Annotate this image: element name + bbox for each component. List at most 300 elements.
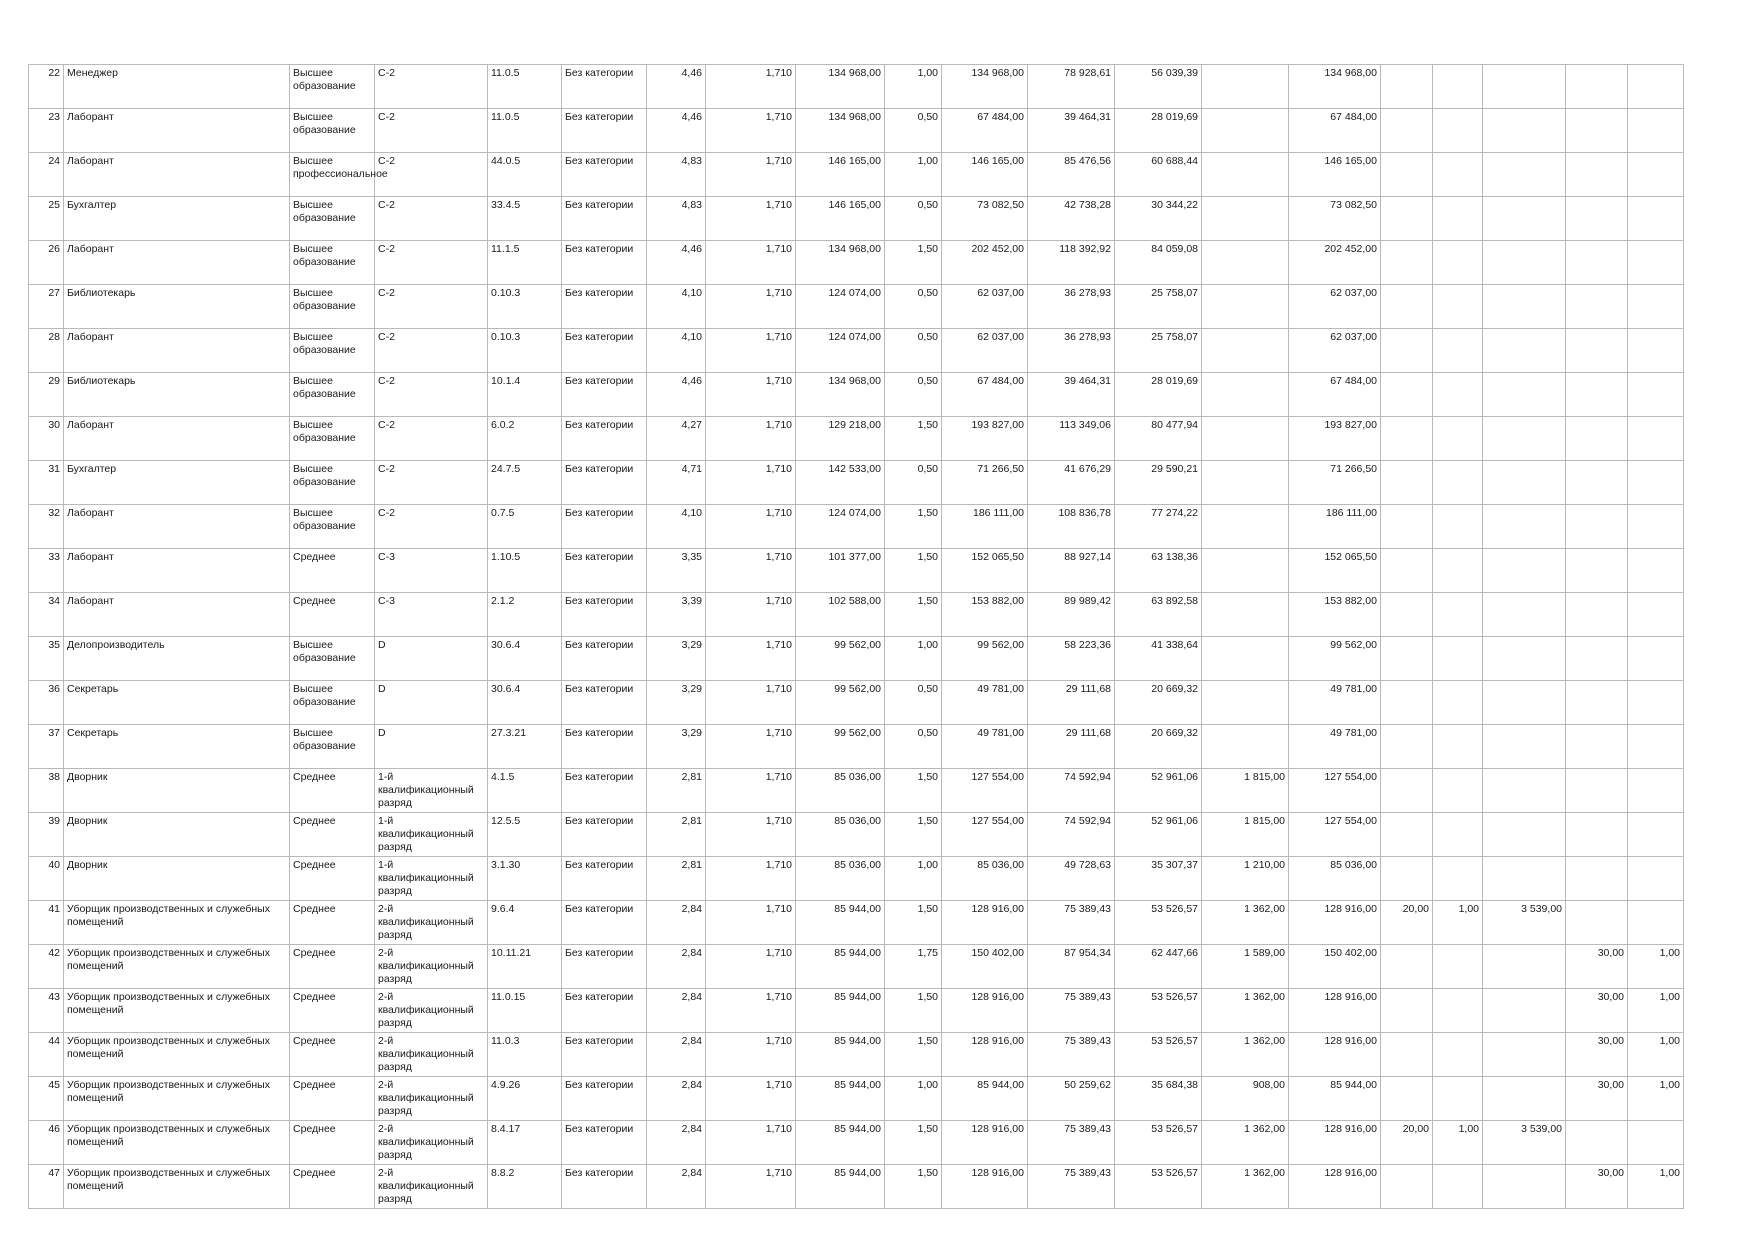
cell-funding-part-1: 41 676,29 [1028,461,1115,505]
cell-salary-total: 150 402,00 [942,945,1028,989]
cell-qualification-group: C-2 [375,109,488,153]
cell-extra-rate [1433,1033,1483,1077]
cell-extra-sum [1483,681,1566,725]
cell-experience: 30.6.4 [488,681,562,725]
cell-bonus-rate [1628,725,1684,769]
cell-ratio: 1,710 [706,1077,796,1121]
table-row [29,197,1684,241]
cell-bonus-percent [1566,725,1628,769]
cell-education: Среднее [290,1121,375,1165]
cell-row-number: 37 [29,725,64,769]
cell-allowance [1202,285,1289,329]
cell-allowance [1202,329,1289,373]
table-row [29,1165,1684,1209]
cell-position: Уборщик производственных и служебных помещений [64,989,290,1033]
cell-position: Лаборант [64,505,290,549]
cell-base-salary: 99 562,00 [796,725,885,769]
cell-coefficient: 2,84 [647,989,706,1033]
cell-coefficient: 2,84 [647,901,706,945]
cell-allowance: 908,00 [1202,1077,1289,1121]
cell-rate: 0,50 [885,285,942,329]
cell-bonus-percent: 30,00 [1566,1077,1628,1121]
cell-category: Без категории [562,989,647,1033]
cell-ratio: 1,710 [706,549,796,593]
cell-extra-sum [1483,1033,1566,1077]
cell-category: Без категории [562,197,647,241]
cell-bonus-percent [1566,1121,1628,1165]
cell-extra-rate [1433,285,1483,329]
cell-salary-total: 128 916,00 [942,1165,1028,1209]
cell-experience: 11.0.15 [488,989,562,1033]
cell-rate: 1,00 [885,637,942,681]
cell-funding-part-1: 87 954,34 [1028,945,1115,989]
cell-extra-sum [1483,725,1566,769]
cell-bonus-rate [1628,769,1684,813]
cell-bonus-rate: 1,00 [1628,989,1684,1033]
cell-category: Без категории [562,1121,647,1165]
cell-ratio: 1,710 [706,505,796,549]
cell-bonus-rate [1628,593,1684,637]
cell-extra-rate: 1,00 [1433,1121,1483,1165]
cell-rate: 1,50 [885,769,942,813]
cell-row-number: 36 [29,681,64,725]
cell-category: Без категории [562,153,647,197]
cell-row-number: 45 [29,1077,64,1121]
cell-extra-sum [1483,1077,1566,1121]
cell-extra-rate [1433,241,1483,285]
cell-extra-percent [1381,549,1433,593]
cell-qualification-group: C-2 [375,329,488,373]
cell-total-payroll: 73 082,50 [1289,197,1381,241]
cell-bonus-percent [1566,109,1628,153]
cell-bonus-rate [1628,417,1684,461]
cell-funding-part-2: 53 526,57 [1115,1121,1202,1165]
cell-funding-part-2: 25 758,07 [1115,285,1202,329]
cell-funding-part-2: 63 138,36 [1115,549,1202,593]
cell-total-payroll: 67 484,00 [1289,373,1381,417]
cell-experience: 11.0.3 [488,1033,562,1077]
cell-position: Делопроизводитель [64,637,290,681]
cell-total-payroll: 153 882,00 [1289,593,1381,637]
cell-bonus-percent [1566,417,1628,461]
cell-row-number: 38 [29,769,64,813]
cell-ratio: 1,710 [706,329,796,373]
cell-category: Без категории [562,109,647,153]
cell-education: Среднее [290,813,375,857]
cell-extra-rate: 1,00 [1433,901,1483,945]
cell-base-salary: 99 562,00 [796,681,885,725]
cell-bonus-percent: 30,00 [1566,1165,1628,1209]
cell-bonus-rate [1628,857,1684,901]
cell-row-number: 24 [29,153,64,197]
cell-base-salary: 146 165,00 [796,197,885,241]
cell-extra-sum [1483,857,1566,901]
cell-rate: 1,50 [885,1165,942,1209]
cell-education: Высшее образование [290,461,375,505]
cell-allowance [1202,241,1289,285]
table-row [29,593,1684,637]
cell-bonus-percent [1566,637,1628,681]
cell-extra-percent [1381,1077,1433,1121]
cell-ratio: 1,710 [706,153,796,197]
cell-extra-percent [1381,1033,1433,1077]
cell-experience: 11.1.5 [488,241,562,285]
cell-row-number: 30 [29,417,64,461]
table-row [29,857,1684,901]
cell-position: Уборщик производственных и служебных помещений [64,945,290,989]
cell-funding-part-1: 29 111,68 [1028,725,1115,769]
cell-total-payroll: 85 944,00 [1289,1077,1381,1121]
cell-experience: 0.7.5 [488,505,562,549]
cell-bonus-percent [1566,285,1628,329]
cell-funding-part-2: 53 526,57 [1115,1033,1202,1077]
cell-category: Без категории [562,549,647,593]
cell-qualification-group: 2-й квалификационный разряд [375,901,488,945]
table-row [29,681,1684,725]
cell-allowance: 1 589,00 [1202,945,1289,989]
cell-extra-rate [1433,417,1483,461]
cell-qualification-group: C-2 [375,153,488,197]
cell-qualification-group: 2-й квалификационный разряд [375,989,488,1033]
cell-education: Высшее образование [290,681,375,725]
cell-extra-sum [1483,813,1566,857]
cell-extra-percent [1381,65,1433,109]
cell-total-payroll: 62 037,00 [1289,329,1381,373]
cell-coefficient: 4,71 [647,461,706,505]
cell-base-salary: 124 074,00 [796,329,885,373]
cell-funding-part-1: 74 592,94 [1028,813,1115,857]
cell-extra-percent: 20,00 [1381,1121,1433,1165]
cell-rate: 0,50 [885,373,942,417]
cell-total-payroll: 71 266,50 [1289,461,1381,505]
cell-allowance: 1 362,00 [1202,989,1289,1033]
cell-rate: 1,00 [885,153,942,197]
cell-rate: 1,50 [885,505,942,549]
cell-total-payroll: 49 781,00 [1289,725,1381,769]
cell-coefficient: 2,84 [647,1033,706,1077]
cell-salary-total: 128 916,00 [942,989,1028,1033]
cell-ratio: 1,710 [706,769,796,813]
cell-row-number: 39 [29,813,64,857]
cell-position: Лаборант [64,593,290,637]
cell-bonus-percent [1566,461,1628,505]
cell-position: Лаборант [64,329,290,373]
cell-extra-percent [1381,241,1433,285]
cell-extra-sum [1483,153,1566,197]
cell-bonus-percent [1566,65,1628,109]
cell-extra-sum [1483,285,1566,329]
cell-salary-total: 193 827,00 [942,417,1028,461]
cell-row-number: 44 [29,1033,64,1077]
cell-bonus-percent: 30,00 [1566,989,1628,1033]
cell-extra-sum [1483,637,1566,681]
cell-bonus-percent [1566,329,1628,373]
cell-extra-rate [1433,769,1483,813]
cell-coefficient: 4,27 [647,417,706,461]
cell-ratio: 1,710 [706,813,796,857]
cell-funding-part-2: 60 688,44 [1115,153,1202,197]
table-row [29,989,1684,1033]
cell-experience: 11.0.5 [488,109,562,153]
cell-ratio: 1,710 [706,1121,796,1165]
cell-row-number: 31 [29,461,64,505]
cell-experience: 2.1.2 [488,593,562,637]
cell-education: Среднее [290,945,375,989]
cell-total-payroll: 128 916,00 [1289,989,1381,1033]
cell-salary-total: 134 968,00 [942,65,1028,109]
cell-total-payroll: 193 827,00 [1289,417,1381,461]
cell-rate: 1,00 [885,1077,942,1121]
cell-funding-part-1: 39 464,31 [1028,109,1115,153]
cell-bonus-rate [1628,1121,1684,1165]
cell-extra-rate [1433,945,1483,989]
cell-bonus-rate [1628,505,1684,549]
cell-coefficient: 2,84 [647,1077,706,1121]
cell-extra-rate [1433,725,1483,769]
cell-category: Без категории [562,637,647,681]
cell-funding-part-2: 62 447,66 [1115,945,1202,989]
cell-category: Без категории [562,461,647,505]
cell-bonus-rate [1628,241,1684,285]
cell-category: Без категории [562,505,647,549]
table-row [29,285,1684,329]
cell-category: Без категории [562,769,647,813]
cell-base-salary: 134 968,00 [796,241,885,285]
cell-rate: 1,50 [885,417,942,461]
cell-extra-percent [1381,593,1433,637]
cell-extra-rate [1433,461,1483,505]
cell-row-number: 33 [29,549,64,593]
cell-allowance [1202,637,1289,681]
cell-qualification-group: D [375,725,488,769]
cell-allowance: 1 362,00 [1202,901,1289,945]
cell-extra-rate [1433,857,1483,901]
cell-allowance [1202,153,1289,197]
cell-coefficient: 3,39 [647,593,706,637]
table-row [29,1033,1684,1077]
table-row [29,549,1684,593]
cell-funding-part-1: 75 389,43 [1028,901,1115,945]
cell-extra-sum [1483,505,1566,549]
cell-bonus-percent [1566,241,1628,285]
cell-salary-total: 202 452,00 [942,241,1028,285]
table-row [29,505,1684,549]
cell-experience: 3.1.30 [488,857,562,901]
cell-extra-rate [1433,637,1483,681]
cell-ratio: 1,710 [706,197,796,241]
cell-salary-total: 85 036,00 [942,857,1028,901]
cell-position: Бухгалтер [64,461,290,505]
cell-extra-rate [1433,1077,1483,1121]
cell-total-payroll: 128 916,00 [1289,1165,1381,1209]
cell-salary-total: 127 554,00 [942,769,1028,813]
cell-category: Без категории [562,945,647,989]
cell-bonus-percent [1566,857,1628,901]
cell-coefficient: 3,29 [647,725,706,769]
cell-bonus-rate [1628,329,1684,373]
cell-ratio: 1,710 [706,373,796,417]
cell-extra-percent [1381,813,1433,857]
table-row [29,241,1684,285]
cell-bonus-rate [1628,901,1684,945]
cell-funding-part-2: 20 669,32 [1115,681,1202,725]
cell-row-number: 47 [29,1165,64,1209]
cell-base-salary: 124 074,00 [796,285,885,329]
cell-funding-part-2: 53 526,57 [1115,901,1202,945]
cell-rate: 0,50 [885,681,942,725]
cell-row-number: 43 [29,989,64,1033]
cell-bonus-percent [1566,769,1628,813]
cell-position: Секретарь [64,725,290,769]
cell-experience: 12.5.5 [488,813,562,857]
cell-education: Высшее образование [290,285,375,329]
cell-funding-part-2: 77 274,22 [1115,505,1202,549]
cell-extra-percent [1381,505,1433,549]
cell-extra-sum [1483,241,1566,285]
cell-total-payroll: 152 065,50 [1289,549,1381,593]
cell-extra-percent [1381,153,1433,197]
cell-salary-total: 127 554,00 [942,813,1028,857]
cell-row-number: 35 [29,637,64,681]
cell-total-payroll: 67 484,00 [1289,109,1381,153]
cell-experience: 11.0.5 [488,65,562,109]
cell-salary-total: 128 916,00 [942,1121,1028,1165]
cell-category: Без категории [562,1077,647,1121]
cell-bonus-percent [1566,197,1628,241]
cell-base-salary: 124 074,00 [796,505,885,549]
cell-position: Библиотекарь [64,285,290,329]
cell-total-payroll: 134 968,00 [1289,65,1381,109]
cell-category: Без категории [562,373,647,417]
cell-coefficient: 3,35 [647,549,706,593]
cell-extra-rate [1433,1165,1483,1209]
cell-ratio: 1,710 [706,945,796,989]
cell-base-salary: 85 036,00 [796,857,885,901]
cell-funding-part-1: 89 989,42 [1028,593,1115,637]
cell-coefficient: 4,83 [647,197,706,241]
cell-bonus-rate [1628,373,1684,417]
cell-extra-percent [1381,681,1433,725]
cell-extra-sum [1483,1165,1566,1209]
cell-extra-sum [1483,109,1566,153]
cell-funding-part-2: 52 961,06 [1115,813,1202,857]
cell-base-salary: 101 377,00 [796,549,885,593]
cell-bonus-percent [1566,153,1628,197]
cell-extra-rate [1433,505,1483,549]
cell-extra-rate [1433,989,1483,1033]
cell-qualification-group: 2-й квалификационный разряд [375,1165,488,1209]
cell-extra-sum [1483,373,1566,417]
cell-total-payroll: 128 916,00 [1289,1121,1381,1165]
cell-salary-total: 85 944,00 [942,1077,1028,1121]
cell-row-number: 26 [29,241,64,285]
cell-qualification-group: C-2 [375,285,488,329]
cell-coefficient: 2,81 [647,857,706,901]
cell-position: Лаборант [64,241,290,285]
cell-qualification-group: C-2 [375,197,488,241]
cell-extra-sum [1483,593,1566,637]
cell-position: Лаборант [64,549,290,593]
cell-funding-part-1: 42 738,28 [1028,197,1115,241]
cell-ratio: 1,710 [706,1165,796,1209]
cell-qualification-group: 1-й квалификационный разряд [375,769,488,813]
cell-funding-part-2: 63 892,58 [1115,593,1202,637]
cell-extra-rate [1433,373,1483,417]
cell-total-payroll: 128 916,00 [1289,1033,1381,1077]
cell-extra-percent [1381,1165,1433,1209]
cell-base-salary: 85 944,00 [796,989,885,1033]
cell-position: Лаборант [64,153,290,197]
cell-allowance [1202,549,1289,593]
cell-education: Высшее образование [290,109,375,153]
cell-experience: 44.0.5 [488,153,562,197]
table-row [29,725,1684,769]
cell-salary-total: 71 266,50 [942,461,1028,505]
table-row [29,1077,1684,1121]
cell-coefficient: 4,10 [647,329,706,373]
cell-rate: 1,50 [885,901,942,945]
cell-funding-part-1: 58 223,36 [1028,637,1115,681]
cell-funding-part-2: 53 526,57 [1115,1165,1202,1209]
cell-education: Высшее профессиональное [290,153,375,197]
cell-education: Высшее образование [290,417,375,461]
table-row [29,417,1684,461]
cell-coefficient: 4,46 [647,109,706,153]
cell-rate: 1,50 [885,813,942,857]
cell-rate: 1,50 [885,989,942,1033]
cell-coefficient: 2,84 [647,1121,706,1165]
cell-funding-part-1: 36 278,93 [1028,329,1115,373]
cell-position: Уборщик производственных и служебных помещений [64,1033,290,1077]
cell-experience: 9.6.4 [488,901,562,945]
cell-qualification-group: C-2 [375,505,488,549]
cell-coefficient: 2,81 [647,769,706,813]
cell-ratio: 1,710 [706,637,796,681]
cell-position: Секретарь [64,681,290,725]
cell-position: Менеджер [64,65,290,109]
cell-position: Дворник [64,769,290,813]
cell-salary-total: 128 916,00 [942,1033,1028,1077]
cell-category: Без категории [562,241,647,285]
cell-experience: 0.10.3 [488,285,562,329]
cell-base-salary: 85 944,00 [796,901,885,945]
cell-funding-part-2: 29 590,21 [1115,461,1202,505]
cell-salary-total: 99 562,00 [942,637,1028,681]
cell-row-number: 25 [29,197,64,241]
cell-qualification-group: C-2 [375,461,488,505]
cell-rate: 1,50 [885,593,942,637]
cell-education: Высшее образование [290,329,375,373]
cell-experience: 24.7.5 [488,461,562,505]
staff-table-sheet [28,64,1683,1209]
cell-total-payroll: 49 781,00 [1289,681,1381,725]
table-row [29,109,1684,153]
cell-education: Среднее [290,593,375,637]
cell-ratio: 1,710 [706,417,796,461]
cell-qualification-group: C-3 [375,593,488,637]
cell-coefficient: 2,84 [647,1165,706,1209]
cell-coefficient: 3,29 [647,681,706,725]
cell-bonus-percent: 30,00 [1566,1033,1628,1077]
cell-allowance [1202,681,1289,725]
cell-extra-percent [1381,637,1433,681]
cell-funding-part-1: 39 464,31 [1028,373,1115,417]
cell-category: Без категории [562,857,647,901]
cell-bonus-rate [1628,109,1684,153]
cell-bonus-percent [1566,505,1628,549]
cell-extra-percent [1381,989,1433,1033]
cell-extra-percent [1381,373,1433,417]
